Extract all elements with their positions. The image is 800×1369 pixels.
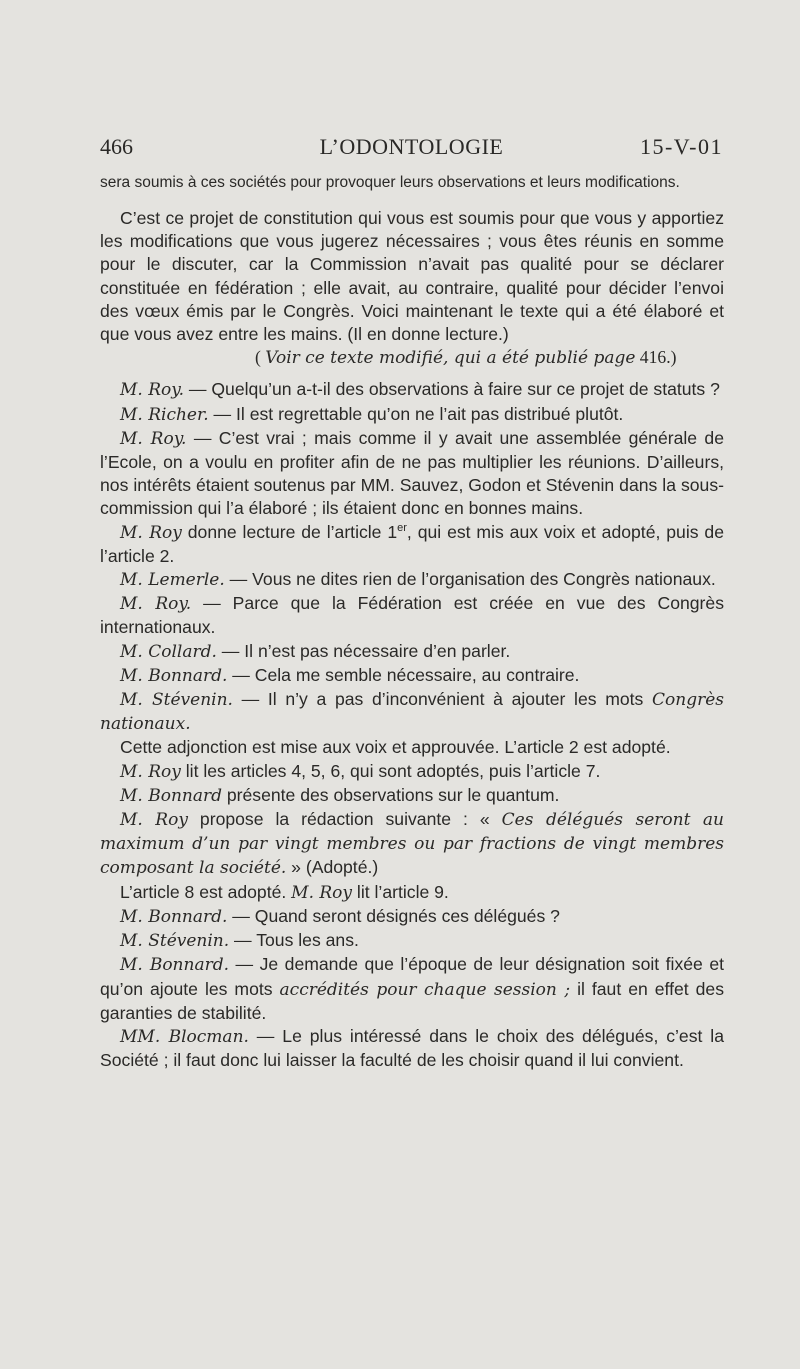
running-title: L’ODONTOLOGIE (319, 134, 504, 159)
speech-text: lit l’article 9. (352, 881, 449, 902)
speaker-name: M. Roy (291, 882, 353, 903)
paragraph-text: C’est ce projet de constitution qui vous est soumis pour que vous y apportiez les modifications que vous jugerez nécessaires ; vous êtes réunis en somme pour le discuter, car la Commission n’avait pas qualité pour se déclarer constituée en fédération ; elle avait, au contraire, qualité pour décider l’envoi des vœux émis par le Congrès. Voici maintenant le texte qui a été élaboré et que vous avez entre les mains. (Il en donne lecture.) (100, 208, 724, 345)
reference-italic: Voir ce texte modifié, qui a été publié page (265, 348, 636, 369)
italic-phrase: accrédités pour chaque session ; (279, 979, 571, 1000)
speech-text: L’article 8 est adopté. (120, 881, 292, 902)
italic-phrase: Congrès nationaux. (100, 690, 724, 735)
dialogue-line (100, 905, 724, 929)
page-number: 466 (100, 134, 133, 159)
dialogue-line (100, 378, 724, 402)
reference-note (100, 346, 724, 370)
speech-text: — Le plus intéressé dans le choix des délégués, c’est la Société ; il faut donc lui laisser la faculté de les choisir quand il lui convient. (100, 1025, 724, 1071)
speech-text: — Vous ne dites rien de l’organisation des Congrès nationaux. (224, 569, 716, 590)
dialogue-line (100, 427, 724, 521)
paragraph-text: sera soumis à ces sociétés pour provoquer leurs observations et leurs modifications. (100, 174, 680, 191)
speech-text: — Il est regrettable qu’on ne l’ait pas distribué plutôt. (208, 403, 624, 424)
speaker-name: M. Roy. (120, 594, 192, 615)
speech-text: — Tous les ans. (229, 930, 359, 951)
speech-text: — C’est vrai ; mais comme il y avait une assemblée générale de l’Ecole, on a voulu en profiter afin de ne pas multiplier les réunions. D’ailleurs, nos intérêts étaient soutenus par MM. Sauvez, Godon et Stévenin dans la sous-commission qui l’a élaboré ; ils étaient donc en bonnes mains. (100, 427, 725, 519)
speaker-name: M. Bonnard. (120, 665, 228, 686)
dialogue-line (100, 1025, 724, 1072)
speaker-name: M. Roy. (120, 380, 184, 401)
dialogue-line (100, 592, 724, 639)
speaker-name: M. Bonnard (120, 785, 222, 806)
dialogue-line (100, 881, 724, 905)
issue-date: 15-V-01 (639, 134, 723, 159)
dialogue-line (100, 568, 724, 592)
running-header (100, 134, 723, 164)
reference-open: ( (255, 347, 266, 368)
italic-phrase: Ces délégués seront au maximum d’un par vingt membres ou par fractions de vingt membres composant la société. (100, 810, 724, 879)
speech-text: il faut en effet des garanties de stabilité. (100, 978, 725, 1023)
paragraph (100, 736, 724, 759)
speaker-name: M. Roy (120, 761, 181, 782)
dialogue-line (100, 403, 724, 427)
paragraph (100, 172, 724, 193)
dialogue-line (100, 784, 724, 808)
dialogue-line (100, 929, 724, 953)
paragraph (100, 207, 724, 346)
speech-text: — Cela me semble nécessaire, au contraire. (227, 664, 580, 685)
speaker-name: M. Richer. (120, 404, 209, 425)
speaker-name: M. Lemerle. (120, 570, 225, 591)
speech-text: — Parce que la Fédération est créée en vue des Congrès internationaux. (100, 593, 724, 638)
dialogue-line (100, 640, 724, 664)
paragraph-text: Cette adjonction est mise aux voix et approuvée. L’article 2 est adopté. (120, 737, 671, 758)
speaker-name: M. Roy (120, 810, 188, 831)
ordinal-superscript: er (397, 521, 407, 534)
speech-text: — Quand seront désignés ces délégués ? (227, 905, 560, 926)
speaker-name: M. Bonnard. (120, 906, 228, 927)
document-body (100, 172, 724, 1072)
speech-text: présente des observations sur le quantum. (221, 784, 560, 805)
speech-text: propose la rédaction suivante : « (187, 809, 502, 830)
speech-text: — Il n’y a pas d’inconvénient à ajouter les mots (232, 689, 653, 710)
speech-text: donne lecture de l’article 1 (181, 521, 398, 542)
speech-text: — Quelqu’un a-t-il des observations à faire sur ce projet de statuts ? (184, 379, 720, 400)
speaker-name: M. Roy (120, 522, 182, 543)
speech-text: — Je demande que l’époque de leur désignation soit fixée et qu’on ajoute les mots (100, 954, 724, 999)
reference-close: 416.) (635, 347, 677, 368)
speaker-name: M. Roy. (120, 428, 187, 449)
dialogue-line (100, 953, 724, 1025)
dialogue-line (100, 664, 724, 688)
speaker-name: M. Stévenin. (120, 931, 230, 952)
speaker-name: M. Collard. (120, 641, 217, 662)
speech-text: lit les articles 4, 5, 6, qui sont adoptés, puis l’article 7. (180, 760, 601, 781)
dialogue-line (100, 688, 724, 736)
speech-text: » (Adopté.) (286, 857, 379, 878)
speaker-name: MM. Blocman. (120, 1026, 249, 1047)
dialogue-line (100, 521, 724, 568)
speech-text: — Il n’est pas nécessaire d’en parler. (216, 640, 511, 661)
dialogue-line (100, 760, 724, 784)
speaker-name: M. Stévenin. (120, 690, 233, 711)
speaker-name: M. Bonnard. (120, 955, 229, 976)
dialogue-line (100, 808, 724, 881)
speech-text: , qui est mis aux voix et adopté, puis de l’article 2. (100, 521, 724, 566)
